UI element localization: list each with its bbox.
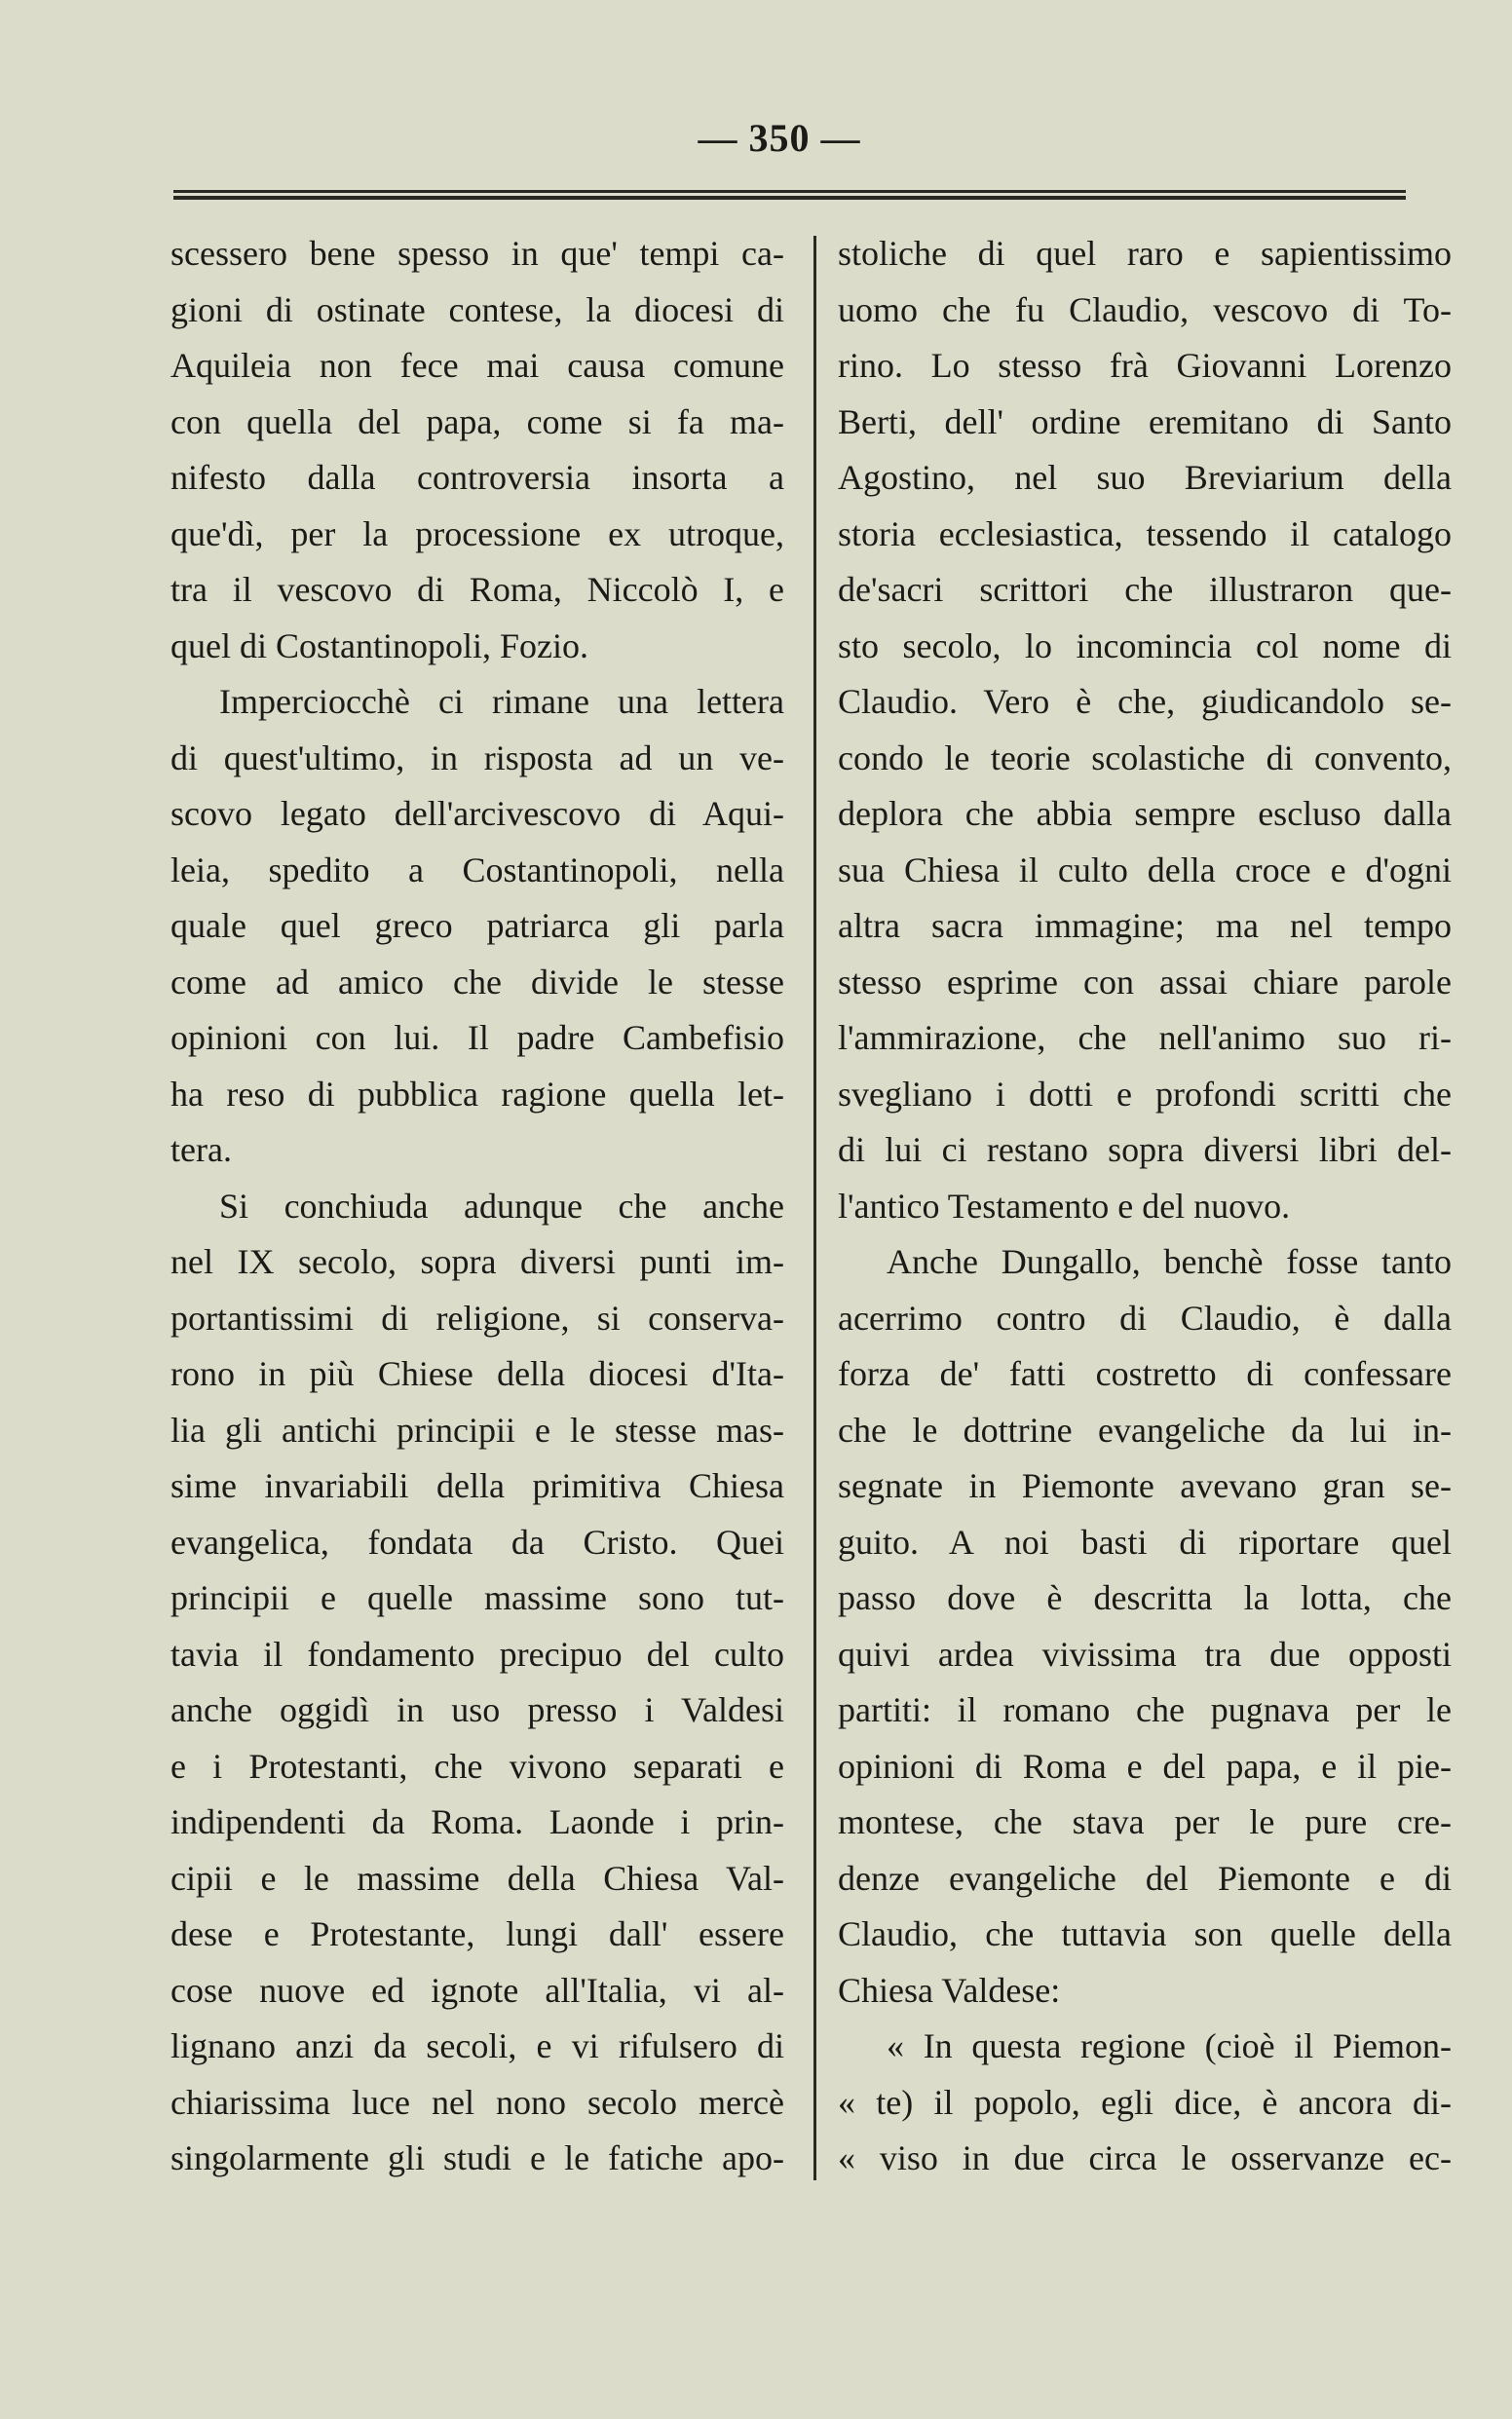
text-line: ha reso di pubblica ragione quella let-	[170, 1074, 784, 1114]
text-line: altra sacra immagine; ma nel tempo	[838, 906, 1452, 945]
text-line: passo dove è descritta la lotta, che	[838, 1578, 1452, 1617]
text-line: tra il vescovo di Roma, Niccolò I, e	[170, 570, 784, 609]
text-line: acerrimo contro di Claudio, è dalla	[838, 1298, 1452, 1338]
text-line: scovo legato dell'arcivescovo di Aqui-	[170, 794, 784, 833]
text-line: svegliano i dotti e profondi scritti che	[838, 1074, 1452, 1114]
text-line: Si conchiuda adunque che anche	[219, 1186, 784, 1226]
text-line: Chiesa Valdese:	[838, 1970, 1061, 2010]
text-line: condo le teorie scolastiche di convento,	[838, 737, 1452, 777]
column-divider	[813, 236, 816, 2180]
text-line: scessero bene spesso in que' tempi ca-	[170, 234, 784, 273]
text-line: portantissimi di religione, si conserva-	[170, 1298, 784, 1338]
quote-line: « In questa regione (cioè il Piemon-	[887, 2026, 1452, 2065]
text-line: stesso esprime con assai chiare parole	[838, 962, 1452, 1002]
text-line: gioni di ostinate contese, la diocesi di	[170, 289, 784, 329]
text-line: opinioni con lui. Il padre Cambefisio	[170, 1018, 784, 1057]
text-line: di lui ci restano sopra diversi libri del-	[838, 1130, 1452, 1169]
text-line: Agostino, nel suo Breviarium della	[838, 458, 1452, 497]
text-line: denze evangeliche del Piemonte e di	[838, 1858, 1452, 1898]
text-line: con quella del papa, come si fa ma-	[170, 401, 784, 441]
text-line: deplora che abbia sempre escluso dalla	[838, 794, 1452, 833]
text-line: Claudio, che tuttavia son quelle della	[838, 1914, 1452, 1953]
text-line: Berti, dell' ordine eremitano di Santo	[838, 401, 1452, 441]
text-line: anche oggidì in uso presso i Valdesi	[170, 1690, 784, 1729]
text-line: rino. Lo stesso frà Giovanni Lorenzo	[838, 346, 1452, 385]
text-line: indipendenti da Roma. Laonde i prin-	[170, 1802, 784, 1841]
quote-line: « viso in due circa le osservanze ec-	[838, 2138, 1452, 2177]
text-line: stoliche di quel raro e sapientissimo	[838, 234, 1452, 273]
text-line: sto secolo, lo incomincia col nome di	[838, 625, 1452, 665]
text-line: dese e Protestante, lungi dall' essere	[170, 1914, 784, 1953]
text-line: Aquileia non fece mai causa comune	[170, 346, 784, 385]
text-line: chiarissima luce nel nono secolo mercè	[170, 2082, 784, 2122]
text-line: de'sacri scrittori che illustraron que-	[838, 570, 1452, 609]
text-line: tavia il fondamento precipuo del culto	[170, 1634, 784, 1674]
text-line: e i Protestanti, che vivono separati e	[170, 1746, 784, 1786]
text-line: uomo che fu Claudio, vescovo di To-	[838, 289, 1452, 329]
text-line: storia ecclesiastica, tessendo il catalogo	[838, 513, 1452, 553]
text-line: singolarmente gli studi e le fatiche apo-	[170, 2138, 784, 2177]
text-line: leia, spedito a Costantinopoli, nella	[170, 850, 784, 889]
text-line: sime invariabili della primitiva Chiesa	[170, 1466, 784, 1505]
text-line: rono in più Chiese della diocesi d'Ita-	[170, 1354, 784, 1393]
text-line: evangelica, fondata da Cristo. Quei	[170, 1522, 784, 1562]
text-line: partiti: il romano che pugnava per le	[838, 1690, 1452, 1729]
text-line: di quest'ultimo, in risposta ad un ve-	[170, 737, 784, 777]
text-line: lignano anzi da secoli, e vi rifulsero di	[170, 2026, 784, 2065]
text-line: come ad amico che divide le stesse	[170, 962, 784, 1002]
text-line: nel IX secolo, sopra diversi punti im-	[170, 1242, 784, 1281]
text-line: forza de' fatti costretto di confessare	[838, 1354, 1452, 1393]
text-line: l'antico Testamento e del nuovo.	[838, 1186, 1291, 1226]
text-line: que'dì, per la processione ex utroque,	[170, 513, 784, 553]
text-line: lia gli antichi principii e le stesse mas-	[170, 1410, 784, 1450]
text-line: Claudio. Vero è che, giudicandolo se-	[838, 682, 1452, 721]
text-line: opinioni di Roma e del papa, e il pie-	[838, 1746, 1452, 1786]
text-line: sua Chiesa il culto della croce e d'ogni	[838, 850, 1452, 889]
text-line: cose nuove ed ignote all'Italia, vi al-	[170, 1970, 784, 2010]
left-column	[170, 226, 784, 2187]
text-line: quel di Costantinopoli, Fozio.	[170, 625, 588, 665]
right-column	[838, 226, 1452, 2187]
text-line: cipii e le massime della Chiesa Val-	[170, 1858, 784, 1898]
quote-line: « te) il popolo, egli dice, è ancora di-	[838, 2082, 1452, 2122]
text-line: Imperciocchè ci rimane una lettera	[219, 682, 784, 721]
page-number: — 350 —	[698, 116, 861, 160]
text-line: tera.	[170, 1130, 232, 1169]
header-rule	[173, 190, 1406, 200]
text-line: quale quel greco patriarca gli parla	[170, 906, 784, 945]
text-line: guito. A noi basti di riportare quel	[838, 1522, 1452, 1562]
text-line: segnate in Piemonte avevano gran se-	[838, 1466, 1452, 1505]
text-line: principii e quelle massime sono tut-	[170, 1578, 784, 1617]
text-line: montese, che stava per le pure cre-	[838, 1802, 1452, 1841]
text-line: Anche Dungallo, benchè fosse tanto	[887, 1242, 1452, 1281]
text-line: quivi ardea vivissima tra due opposti	[838, 1634, 1452, 1674]
text-line: nifesto dalla controversia insorta a	[170, 458, 784, 497]
text-line: l'ammirazione, che nell'animo suo ri-	[838, 1018, 1452, 1057]
text-line: che le dottrine evangeliche da lui in-	[838, 1410, 1452, 1450]
